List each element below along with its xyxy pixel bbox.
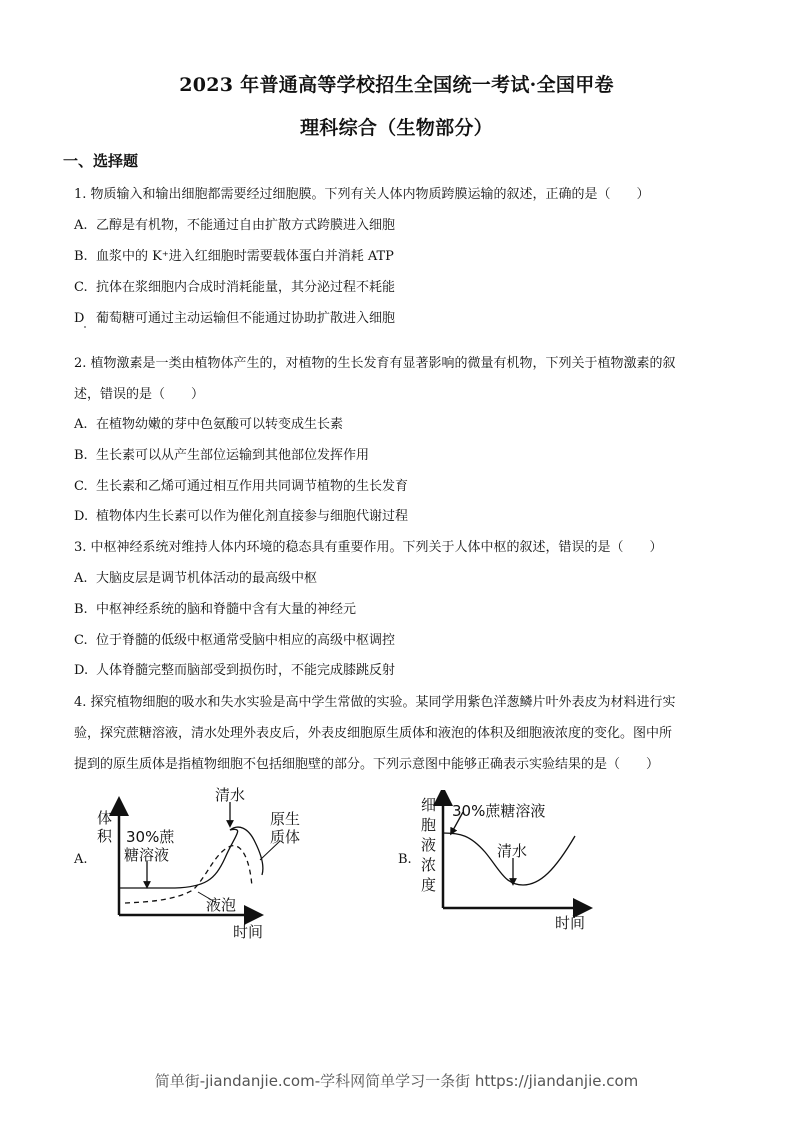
- question-4-stem-line-3: 提到的原生质体是指植物细胞不包括细胞壁的部分。下列示意图中能够正确表示实验结果的是（ ）: [74, 757, 660, 772]
- option-text: 大脑皮层是调节机体活动的最高级中枢: [96, 571, 318, 586]
- footer-watermark: 简单街-jiandanjie.com-学科网简单学习一条街 https://jiandanjie.com: [154, 1072, 639, 1090]
- option-label: A.: [74, 417, 88, 432]
- chart-a-annotation-protoplast-2: 质体: [270, 828, 301, 846]
- question-1-option-c[interactable]: [74, 276, 395, 295]
- option-label: A.: [74, 218, 88, 233]
- question-4-stem-line-2: 验，探究蔗糖溶液，清水处理外表皮后，外表皮细胞原生质体和液泡的体积及细胞液浓度的变化。图中所: [74, 726, 673, 741]
- chart-b-ylabel-2: 胞: [421, 816, 437, 834]
- option-label: B.: [74, 249, 88, 264]
- chart-b-ylabel-1: 细: [421, 796, 437, 814]
- chart-a-ylabel-2: 积: [97, 827, 113, 845]
- chart-b-option-label[interactable]: B.: [398, 852, 412, 867]
- option-text: 抗体在浆细胞内合成时消耗能量，其分泌过程不耗能: [96, 280, 396, 295]
- chart-b-ylabel-3: 液: [421, 836, 437, 854]
- option-text: 生长素和乙烯可通过相互作用共同调节植物的生长发育: [96, 479, 409, 494]
- chart-a-xlabel: 时间: [233, 923, 264, 941]
- question-1-option-b[interactable]: [74, 245, 394, 264]
- option-text: 植物体内生长素可以作为催化剂直接参与细胞代谢过程: [96, 509, 409, 524]
- option-text: 生长素可以从产生部位运输到其他部位发挥作用: [96, 448, 370, 463]
- option-text: 位于脊髓的低级中枢通常受脑中相应的高级中枢调控: [96, 633, 396, 648]
- chart-a-annotation-water: 清水: [215, 786, 246, 804]
- question-3-option-a[interactable]: [74, 567, 317, 586]
- option-label: C.: [74, 479, 88, 494]
- question-2-option-d[interactable]: [74, 505, 408, 524]
- question-2-option-b[interactable]: [74, 444, 369, 463]
- option-label: D.: [74, 663, 89, 678]
- option-text: 中枢神经系统的脑和脊髓中含有大量的神经元: [96, 602, 357, 617]
- question-2-option-c[interactable]: [74, 475, 408, 494]
- option-label: B.: [74, 602, 88, 617]
- chart-a-annotation-vacuole: 液泡: [206, 896, 237, 914]
- chart-b-ylabel-5: 度: [421, 876, 437, 894]
- question-3-stem: 3. 中枢神经系统对维持人体内环境的稳态具有重要作用。下列关于人体中枢的叙述，错误的是（ ）: [74, 540, 663, 555]
- chart-b: [415, 790, 615, 940]
- option-text: 在植物幼嫩的芽中色氨酸可以转变成生长素: [96, 417, 344, 432]
- chart-a-annotation-sucrose-2: 糖溶液: [124, 846, 170, 864]
- chart-b-annotation-sucrose: 30%蔗糖溶液: [452, 802, 546, 820]
- stray-mark: [84, 326, 86, 328]
- chart-a-annotation-sucrose-1: 30%蔗: [126, 828, 175, 846]
- option-label: C.: [74, 633, 88, 648]
- question-1-stem: 1. 物质输入和输出细胞都需要经过细胞膜。下列有关人体内物质跨膜运输的叙述，正确的是（ ）: [74, 187, 650, 202]
- option-label: D.: [74, 509, 89, 524]
- question-4-stem-line-1: 4. 探究植物细胞的吸水和失水实验是高中学生常做的实验。某同学用紫色洋葱鳞片叶外表皮为材料进行实: [74, 695, 676, 710]
- chart-b-xlabel: 时间: [555, 914, 586, 932]
- question-1-option-d[interactable]: [74, 307, 395, 326]
- question-2-stem-line-1: 2. 植物激素是一类由植物体产生的，对植物的生长发育有显著影响的微量有机物，下列关于植物激素的叙: [74, 356, 676, 371]
- option-label: D: [74, 311, 85, 326]
- option-text: 葡萄糖可通过主动运输但不能通过协助扩散进入细胞: [96, 311, 396, 326]
- option-text: 乙醇是有机物，不能通过自由扩散方式跨膜进入细胞: [96, 218, 396, 233]
- question-1-option-a[interactable]: [74, 214, 395, 233]
- chart-a-option-label[interactable]: A.: [74, 852, 88, 867]
- option-text: 人体脊髓完整而脑部受到损伤时，不能完成膝跳反射: [96, 663, 396, 678]
- question-3-option-c[interactable]: [74, 629, 395, 648]
- chart-a: [90, 780, 310, 945]
- page-title: 2023 年普通高等学校招生全国统一考试·全国甲卷: [179, 74, 614, 96]
- chart-a-annotation-protoplast-1: 原生: [270, 810, 301, 828]
- question-2-option-a[interactable]: [74, 413, 343, 432]
- chart-b-ylabel-4: 浓: [421, 856, 437, 874]
- page-subtitle: 理科综合（生物部分）: [299, 117, 493, 139]
- option-label: C.: [74, 280, 88, 295]
- option-label: A.: [74, 571, 88, 586]
- option-label: B.: [74, 448, 88, 463]
- option-text: 血浆中的 K⁺进入红细胞时需要载体蛋白并消耗 ATP: [96, 249, 394, 264]
- question-2-stem-line-2: 述，错误的是（ ）: [74, 387, 205, 402]
- chart-b-annotation-water: 清水: [497, 842, 528, 860]
- question-3-option-b[interactable]: [74, 598, 356, 617]
- chart-a-ylabel-1: 体: [97, 809, 113, 827]
- question-3-option-d[interactable]: [74, 659, 395, 678]
- section-heading: 一、选择题: [63, 152, 139, 170]
